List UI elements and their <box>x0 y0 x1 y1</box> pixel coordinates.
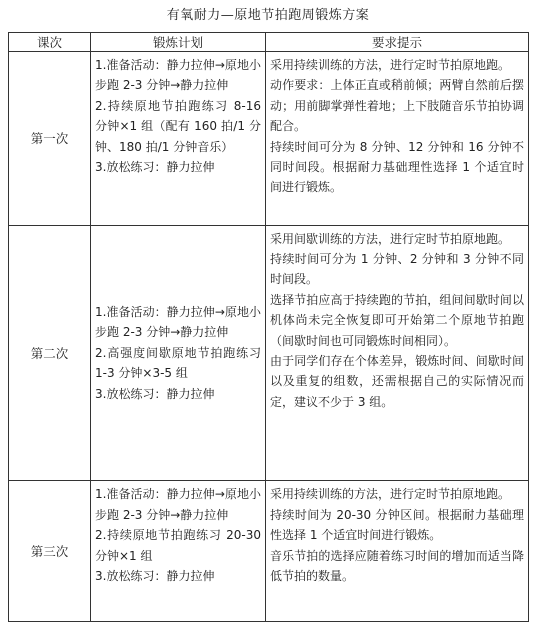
plan-cell <box>91 481 266 622</box>
tip-item: 采用持续训练的方法，进行定时节拍原地跑。 <box>270 58 511 72</box>
exercise-plan-table <box>8 32 529 622</box>
tips-cell <box>266 481 529 622</box>
tip-item: 选择节拍应高于持续跑的节拍，组间间歇时间以机体尚未完全恢复即可开始第二个原地节拍跑（间歇时间也可同锻炼时间相同）。 <box>270 292 524 348</box>
tip-item: 持续时间可分为 8 分钟、12 分钟和 16 分钟不同时间段。根据耐力基础理性选择 1 个适宜时间进行锻炼。 <box>270 139 524 195</box>
tip-item: 音乐节拍的选择应随着练习时间的增加而适当降低节拍的数量。 <box>270 548 524 584</box>
header-tips: 要求提示 <box>266 33 529 52</box>
tips-cell <box>266 52 529 226</box>
tip-item: 采用持续训练的方法，进行定时节拍原地跑。 <box>270 487 511 502</box>
table-row-session-3 <box>9 481 529 622</box>
header-session: 课次 <box>9 33 91 52</box>
table-row-session-1 <box>9 52 529 226</box>
plan-item: 3.放松练习：静力拉伸 <box>95 160 215 175</box>
plan-item: 1.准备活动：静力拉伸→原地小步跑 2-3 分钟→静力拉伸 <box>95 487 261 522</box>
session-label: 第三次 <box>9 481 91 622</box>
session-label: 第一次 <box>9 52 91 226</box>
document-title: 有氧耐力—原地节拍跑周锻炼方案 <box>166 8 370 23</box>
session-label: 第二次 <box>9 225 91 481</box>
tip-item: 动作要求：上体正直或稍前倾；两臂自然前后摆动；用前脚掌弹性着地；上下肢随音乐节拍协调配合。 <box>270 78 524 134</box>
plan-item: 1.准备活动：静力拉伸→原地小步跑 2-3 分钟→静力拉伸 <box>95 58 261 93</box>
plan-item: 2.持续原地节拍跑练习 20-30 分钟×1 组 <box>95 528 261 563</box>
plan-item: 2.持续原地节拍跑练习 8-16 分钟×1 组（配有 160 拍/1 分钟、180 拍/1 分钟音乐） <box>95 98 261 154</box>
plan-item: 1.准备活动：静力拉伸→原地小步跑 2-3 分钟→静力拉伸 <box>95 305 261 340</box>
tip-item: 持续时间为 20-30 分钟区间。根据耐力基础理性选择 1 个适宜时间进行锻炼。 <box>270 507 524 543</box>
tip-item: 由于同学们存在个体差异，锻炼时间、间歇时间以及重复的组数，还需根据自己的实际情况而定，建议不少于 3 组。 <box>270 354 524 409</box>
plan-item: 3.放松练习：静力拉伸 <box>95 386 215 401</box>
table-header-row <box>9 33 529 52</box>
table-row-session-2 <box>9 225 529 481</box>
tips-cell <box>266 225 529 481</box>
plan-cell <box>91 52 266 226</box>
tip-item: 持续时间可分为 1 分钟、2 分钟和 3 分钟不同时间段。 <box>270 252 524 287</box>
plan-item: 3.放松练习：静力拉伸 <box>95 569 215 584</box>
header-plan: 锻炼计划 <box>91 33 266 52</box>
plan-item: 2.高强度间歇原地节拍跑练习 1-3 分钟×3-5 组 <box>95 345 261 381</box>
tip-item: 采用间歇训练的方法，进行定时节拍原地跑。 <box>270 231 511 246</box>
plan-cell <box>91 225 266 481</box>
